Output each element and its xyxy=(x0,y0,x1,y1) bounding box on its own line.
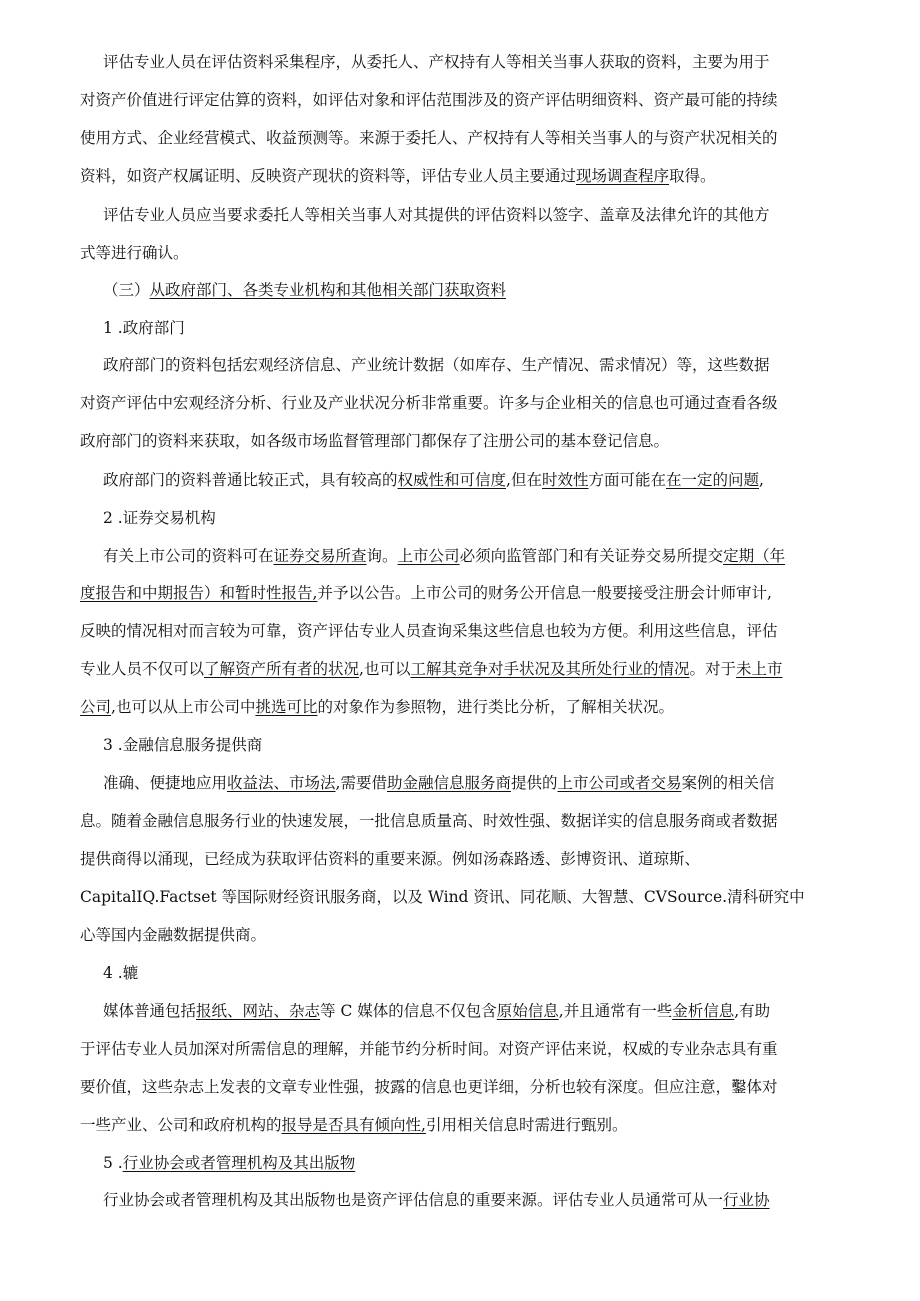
subsection-heading: 4 .辘 xyxy=(103,964,139,982)
paragraph-line: CapitalIQ.Factset 等国际财经资讯服务商，以及 Wind 资讯、同花顺、大智慧、CVSource.清科研究中 xyxy=(80,888,805,906)
underlined-term: 上市公司 xyxy=(397,547,460,565)
underlined-term: 了解资产所有者的状况 xyxy=(204,660,360,678)
underlined-term: 挑选可比 xyxy=(255,698,318,716)
underlined-term: 定期（年 xyxy=(723,547,786,565)
underlined-term: 收益法、市场法 xyxy=(227,774,336,792)
underlined-term: 证券交易所查 xyxy=(273,547,367,565)
paragraph-line: 式等进行确认。 xyxy=(80,244,189,262)
underlined-term: 未上市 xyxy=(736,660,783,678)
paragraph-line: 息。随着金融信息服务行业的快速发展，一批信息质量高、时效性强、数据详实的信息服务商或者数据 xyxy=(80,812,778,830)
underlined-term: 报纸、网站、杂志 xyxy=(196,1002,321,1020)
underlined-term: 原始信息 xyxy=(496,1002,559,1020)
paragraph-line: 要价值，这些杂志上发表的文章专业性强，披露的信息也更详细，分析也较有深度。但应注意，鑿体对 xyxy=(80,1078,778,1096)
subsection-heading: 1 .政府部门 xyxy=(103,319,185,337)
underlined-term: 度报告和中期报告）和暂时性报告, xyxy=(80,584,318,602)
paragraph-line: 提供商得以涌现，已经成为获取评估资料的重要来源。例如汤森路透、彭博资讯、道琼斯、 xyxy=(80,850,701,868)
underlined-term: 报导是否具有倾向性, xyxy=(281,1116,426,1134)
underlined-term: 上市公司或者交易 xyxy=(557,774,682,792)
paragraph-line: 资料，如资产权属证明、反映资产现状的资料等，评估专业人员主要通过现场调查程序取得。 xyxy=(80,167,716,185)
underlined-term: 时效性 xyxy=(541,471,589,489)
paragraph-line: 对资产价值进行评定估算的资料，如评估对象和评估范围涉及的资产评估明细资料、资产最可能的持续 xyxy=(80,91,778,109)
paragraph-line: 准确、便捷地应用收益法、市场法,需要借助金融信息服务商提供的上市公司或者交易案例的相关信 xyxy=(103,774,775,792)
paragraph-line: 对资产评估中宏观经济分析、行业及产业状况分析非常重要。许多与企业相关的信息也可通过查看各级 xyxy=(80,394,778,412)
paragraph-line: 行业协会或者管理机构及其出版物也是资产评估信息的重要来源。评估专业人员通常可从一行业协 xyxy=(103,1191,770,1209)
subsection-heading: 3 .金融信息服务提供商 xyxy=(103,736,263,754)
paragraph-line: 有关上市公司的资料可在证券交易所查询。上市公司必须向监管部门和有关证券交易所提交定期（年 xyxy=(103,547,786,565)
paragraph-line: 媒体普通包括报纸、网站、杂志等 C 媒体的信息不仅包含原始信息,并且通常有一些金析信息,有助 xyxy=(103,1002,771,1020)
underlined-term: 权威性和可信度 xyxy=(397,471,507,489)
paragraph-line: 政府部门的资料来获取，如各级市场监督管理部门都保存了注册公司的基本登记信息。 xyxy=(80,432,670,450)
paragraph-line: 评估专业人员应当要求委托人等相关当事人对其提供的评估资料以签字、盖章及法律允许的其他方 xyxy=(103,206,770,224)
paragraph-line: 心等国内金融数据提供商。 xyxy=(80,926,267,944)
underlined-term: 助金融信息服务商 xyxy=(386,774,511,792)
paragraph-line: 评估专业人员在评估资料采集程序，从委托人、产权持有人等相关当事人获取的资料，主要为用于 xyxy=(103,53,770,71)
underlined-term: 公司 xyxy=(80,698,112,716)
underlined-term: 从政府部门、各类专业机构和其他相关部门获取资料 xyxy=(149,281,507,299)
paragraph-line: 政府部门的资料普通比较正式，具有较高的权威性和可信度,但在时效性方面可能在在一定的问题, xyxy=(103,471,764,489)
subsection-heading: 2 .证券交易机构 xyxy=(103,509,216,527)
underlined-term: 在一定的问题 xyxy=(666,471,760,489)
underlined-term: 现场调查程序 xyxy=(576,167,670,185)
subsection-heading: 5 .行业协会或者管理机构及其出版物 xyxy=(103,1154,356,1172)
paragraph-line: 于评估专业人员加深对所需信息的理解，并能节约分析时间。对资产评估来说，权威的专业杂志具有重 xyxy=(80,1040,778,1058)
underlined-term: 行业协 xyxy=(723,1191,770,1209)
paragraph-line: 专业人员不仅可以了解资产所有者的状况,也可以工解其竞争对手状况及其所处行业的情况。对于未上市 xyxy=(80,660,783,678)
underlined-term: 金析信息 xyxy=(672,1002,735,1020)
paragraph-line: 反映的情况相对而言较为可靠，资产评估专业人员查询采集这些信息也较为方便。利用这些信息，评估 xyxy=(80,622,778,640)
paragraph-line: 政府部门的资料包括宏观经济信息、产业统计数据（如库存、生产情况、需求情况）等，这些数据 xyxy=(103,356,770,374)
section-heading: （三）从政府部门、各类专业机构和其他相关部门获取资料 xyxy=(103,281,507,299)
paragraph-line: 一些产业、公司和政府机构的报导是否具有倾向性,引用相关信息时需进行甄别。 xyxy=(80,1116,628,1134)
paragraph-line: 公司,也可以从上市公司中挑选可比的对象作为参照物，进行类比分析，了解相关状况。 xyxy=(80,698,674,716)
underlined-term: 工解其竞争对手状况及其所处行业的情况 xyxy=(410,660,690,678)
paragraph-line: 度报告和中期报告）和暂时性报告,并予以公告。上市公司的财务公开信息一般要接受注册会计师审计, xyxy=(80,584,772,602)
underlined-term: 行业协会或者管理机构及其出版物 xyxy=(122,1154,356,1172)
paragraph-line: 使用方式、企业经营模式、收益预测等。来源于委托人、产权持有人等相关当事人的与资产状况相关的 xyxy=(80,129,778,147)
